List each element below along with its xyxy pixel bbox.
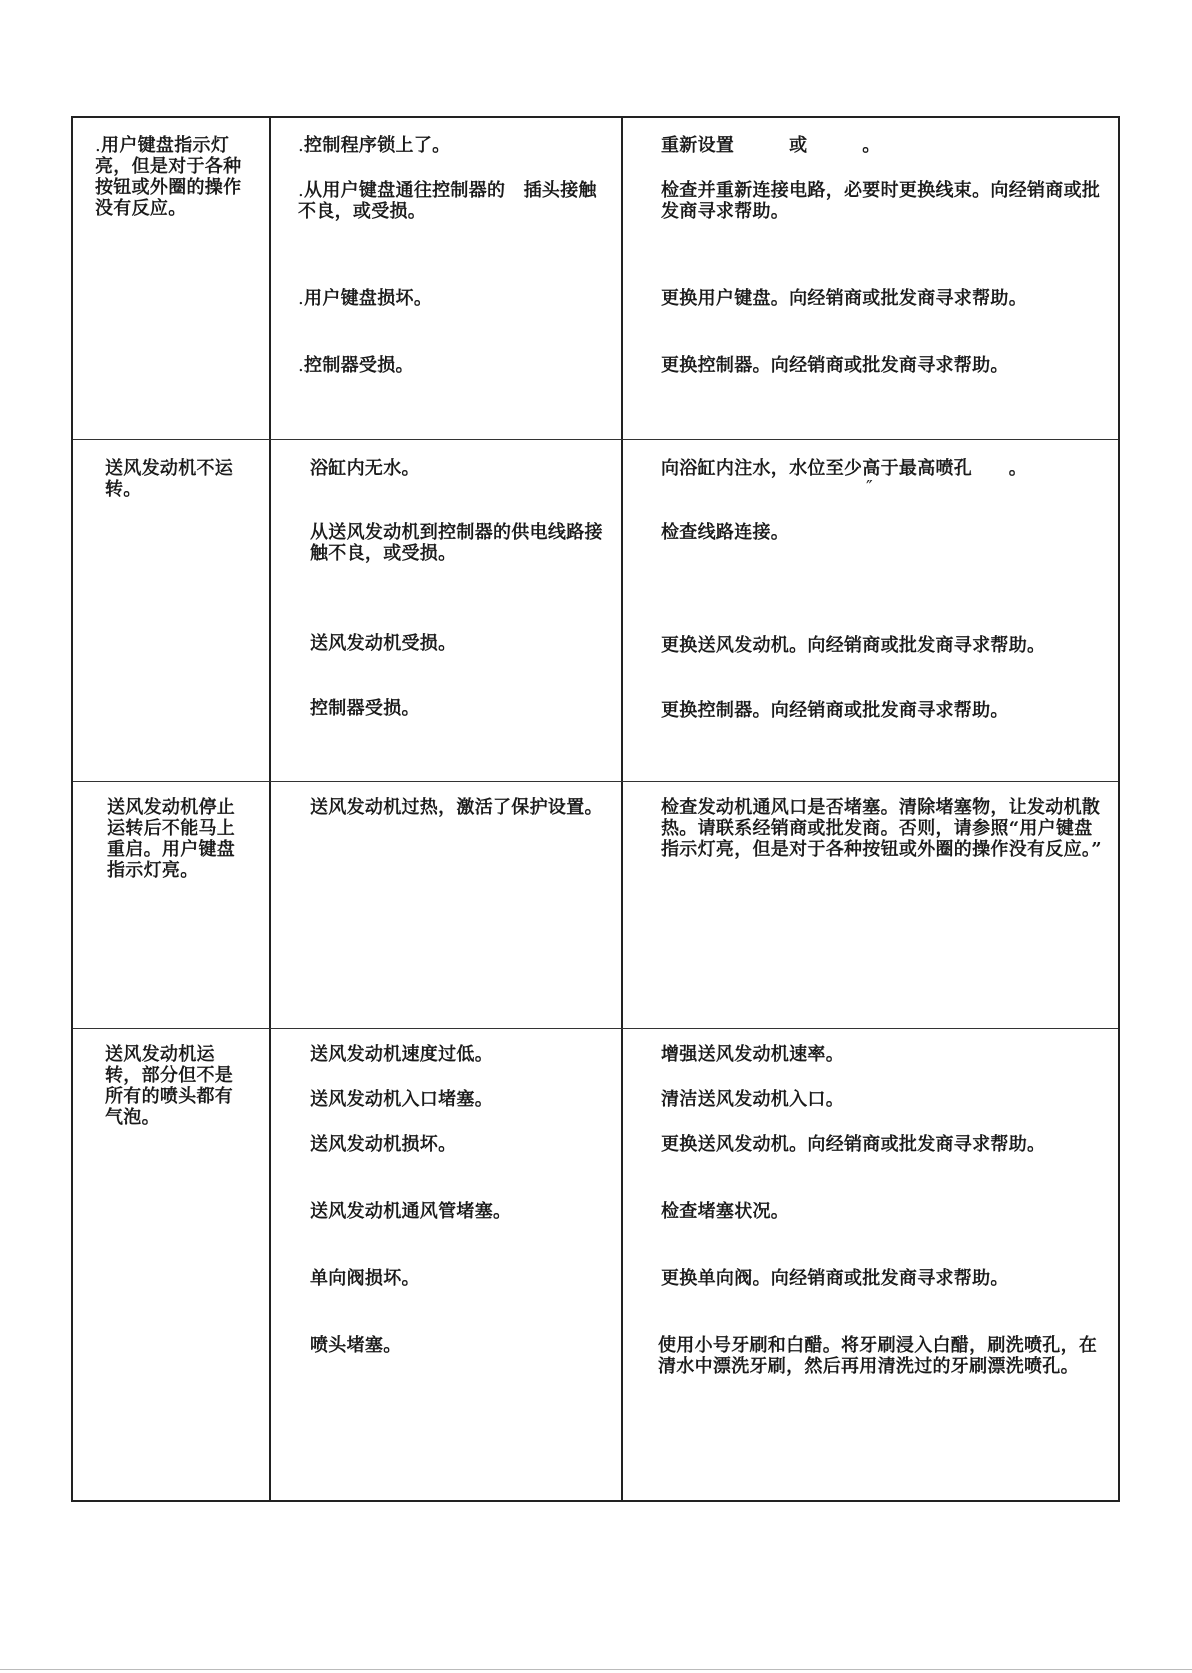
symptom-text: 送风发动机运转，部分但不是所有的喷头都有气泡。 bbox=[105, 1044, 234, 1128]
cause-text: 控制程序锁上了。 bbox=[304, 135, 451, 156]
solution-text: 检查并重新连接电路，必要时更换线束。向经销商或批发商寻求帮助。 bbox=[661, 180, 1101, 222]
symptom-text: 送风发动机不运转。 bbox=[105, 458, 234, 500]
solution-text: 向浴缸内注水，水位至少高于最高喷孔 。 bbox=[661, 458, 1027, 479]
page-edge-rule bbox=[0, 1669, 1192, 1670]
column-divider bbox=[269, 118, 271, 1500]
solution-text: 清洁送风发动机入口。 bbox=[661, 1089, 844, 1110]
cause-cell: .控制器受损。 bbox=[298, 355, 414, 376]
cause-text: 送风发动机过热，激活了保护设置。 bbox=[310, 797, 603, 818]
solution-text: 检查线路连接。 bbox=[661, 522, 790, 543]
cause-text: 控制器受损。 bbox=[304, 355, 414, 376]
cause-text: 送风发动机受损。 bbox=[310, 633, 457, 654]
row-divider bbox=[73, 439, 1118, 440]
column-divider bbox=[621, 118, 623, 1500]
solution-text: 更换单向阀。向经销商或批发商寻求帮助。 bbox=[661, 1268, 1009, 1289]
cause-cell: .从用户键盘通往控制器的 插头接触不良，或受损。 bbox=[298, 180, 597, 222]
solution-text: 更换送风发动机。向经销商或批发商寻求帮助。 bbox=[661, 1134, 1046, 1155]
inch-mark: ″ bbox=[866, 477, 873, 498]
cause-cell: .控制程序锁上了。 bbox=[298, 135, 451, 156]
solution-text: 更换控制器。向经销商或批发商寻求帮助。 bbox=[661, 700, 1009, 721]
troubleshooting-table bbox=[71, 116, 1120, 1502]
cause-text: 用户键盘损坏。 bbox=[304, 288, 433, 309]
solution-text: 重新设置 或 。 bbox=[661, 135, 881, 156]
solution-text: 检查发动机通风口是否堵塞。清除堵塞物，让发动机散热。请联系经销商或批发商。否则，请参照“用户键盘指示灯亮，但是对于各种按钮或外圈的操作没有反应。” bbox=[661, 797, 1102, 860]
solution-text: 更换用户键盘。向经销商或批发商寻求帮助。 bbox=[661, 288, 1027, 309]
cause-text: 送风发动机通风管堵塞。 bbox=[310, 1201, 512, 1222]
row-divider bbox=[73, 1028, 1118, 1029]
solution-text: 增强送风发动机速率。 bbox=[661, 1044, 844, 1065]
symptom-cell: .用户键盘指示灯亮，但是对于各种按钮或外圈的操作没有反应。 bbox=[95, 135, 242, 219]
symptom-text: 送风发动机停止运转后不能马上重启。用户键盘指示灯亮。 bbox=[107, 797, 236, 881]
solution-text: 更换送风发动机。向经销商或批发商寻求帮助。 bbox=[661, 635, 1046, 656]
solution-text: 检查堵塞状况。 bbox=[661, 1201, 790, 1222]
row-divider bbox=[73, 781, 1118, 782]
cause-text: 送风发动机速度过低。 bbox=[310, 1044, 493, 1065]
cause-text: 送风发动机损坏。 bbox=[310, 1134, 457, 1155]
cause-text: 喷头堵塞。 bbox=[310, 1335, 402, 1356]
solution-text: 使用小号牙刷和白醋。将牙刷浸入白醋，刷洗喷孔，在清水中漂洗牙刷，然后再用清洗过的牙刷漂洗喷孔。 bbox=[658, 1335, 1098, 1377]
cause-cell: .用户键盘损坏。 bbox=[298, 288, 433, 309]
cause-text: 单向阀损坏。 bbox=[310, 1268, 420, 1289]
solution-text: 更换控制器。向经销商或批发商寻求帮助。 bbox=[661, 355, 1009, 376]
cause-text: 浴缸内无水。 bbox=[310, 458, 420, 479]
cause-text: 从用户键盘通往控制器的 插头接触不良，或受损。 bbox=[298, 180, 597, 222]
cause-text: 从送风发动机到控制器的供电线路接触不良，或受损。 bbox=[310, 522, 603, 564]
cause-text: 控制器受损。 bbox=[310, 698, 420, 719]
cause-text: 送风发动机入口堵塞。 bbox=[310, 1089, 493, 1110]
symptom-text: 用户键盘指示灯亮，但是对于各种按钮或外圈的操作没有反应。 bbox=[95, 135, 242, 219]
